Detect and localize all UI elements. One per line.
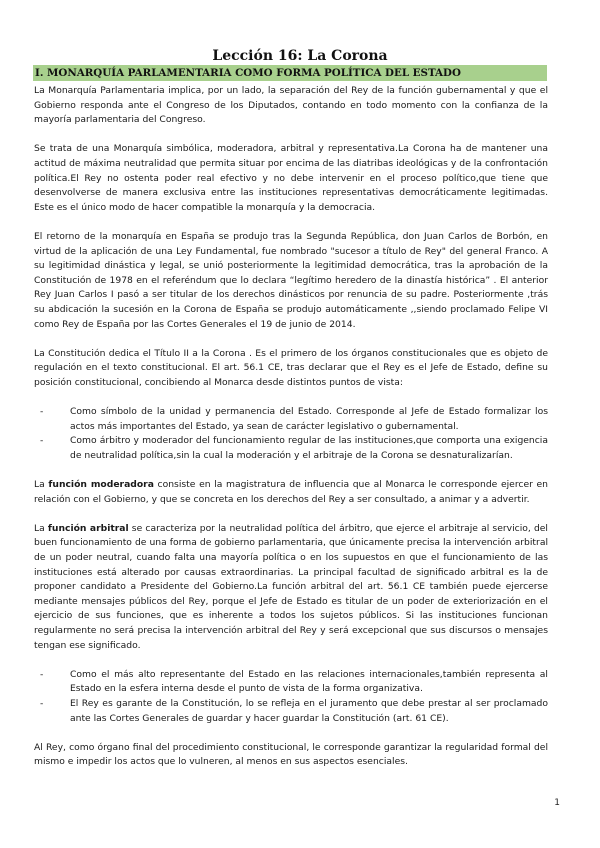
paragraph-1: La Monarquía Parlamentaria implica, por un lado, la separación del Rey de la función gubernamental y que el Gobierno responda ante el Congreso de los Diputados, contando en todo momento con la confianza de la mayoría parlamentaria del Congreso. [34,85,548,126]
page-number: 1 [554,798,560,808]
text-run: consiste en la magistratura de influencia que al Monarca le corresponde ejercer en relación con el Gobierno, y que se concreta en los derechos del Rey a ser consultado, a animar y a advertir. [34,479,548,505]
page-title: Lección 16: La Corona [212,48,388,64]
list-item: - Como símbolo de la unidad y permanencia del Estado. Corresponde al Jefe de Estado formalizar los actos más importantes del Estado, ya sean de carácter legislativo o gubernamental. [34,405,548,434]
viewpoints-list [34,405,548,463]
list-item: - Como árbitro y moderador del funcionamiento regular de las instituciones,que comporta una exigencia de neutralidad política,sin la cual la moderación y el arbitraje de la Corona se desnaturalizarían. [34,434,548,463]
text-run: La [34,522,48,534]
section-heading: I. MONARQUÍA PARLAMENTARIA COMO FORMA POLÍTICA DEL ESTADO [33,65,547,81]
representation-list [34,668,548,726]
list-item: - El Rey es garante de la Constitución, lo se refleja en el juramento que debe prestar al ser proclamado ante las Cortes Generales de guardar y hacer guardar la Constitución (art. 61 CE). [34,697,548,726]
paragraph-3: El retorno de la monarquía en España se produjo tras la Segunda República, don Juan Carlos de Borbón, en virtud de la aplicación de una Ley Fundamental, fue nombrado "sucesor a título de Rey" del general Franco. A su legitimidad dinástica y legal, se unió posteriormente la legitimidad democrática, tras la aprobación de la Constitución de 1978 en el referéndum que lo declara “legítimo heredero de la dinastía histórica” . El anterior Rey Juan Carlos I pasó a ser titular de los derechos dinásticos por renuncia de su padre. Posteriormente ,trás su abdicación la sucesión en la Corona de España se produjo automáticamente ,,siendo proclamado Felipe VI como Rey de España por las Cortes Generales el 19 de junio de 2014. [34,230,548,330]
paragraph-7: Al Rey, como órgano final del procedimiento constitucional, le corresponde garantizar la regularidad formal del mismo e impedir los actos que lo vulneren, al menos en sus aspectos esenciales. [34,741,548,768]
document-body [34,84,548,785]
paragraph-arbitral [34,522,548,653]
text-run: se caracteriza por la neutralidad política del árbitro, que ejerce el arbitraje al servicio, del buen funcionamiento de una forma de gobierno parlamentaria, que únicamente precisa la intervención arbitral de un poder neutral, cuando falta una mayoría política o en los supuestos en que el funcionamiento de las instituciones está alterado por causas extraordinarias. La principal facultad de significado arbitral es la de proponer candidato a Presidente del Gobierno.La función arbitral del art. 56.1 CE también puede ejercerse mediante mensajes públicos del Rey, porque el Jefe de Estado es titular de un poder de exteriorización en el ejercicio de sus funciones, que es inherente a todos los sujetos públicos. Si las instituciones funcionan regularmente no será precisa la intervención arbitral del Rey y será excepcional que sus discursos o mensajes tengan ese significado. [34,522,548,651]
paragraph-2: Se trata de una Monarquía simbólica, moderadora, arbitral y representativa.La Corona ha de mantener una actitud de máxima neutralidad que permita situar por encima de las diatribas ideológicas y de la confrontación política.El Rey no ostenta poder real efectivo y no debe intervenir en el proceso político,que tiene que desenvolverse de manera exclusiva entre las instituciones representativas democráticamente legitimadas. Este es el único modo de hacer compatible la monarquía y la democracia. [34,143,548,213]
paragraph-moderadora [34,478,548,507]
list-item: - Como el más alto representante del Estado en las relaciones internacionales,también representa al Estado en la esfera interna desde el punto de vista de la forma organizativa. [34,668,548,697]
paragraph-4: La Constitución dedica el Título II a la Corona . Es el primero de los órganos constitucionales que es objeto de regulación en el texto constitucional. El art. 56.1 CE, tras declarar que el Rey es el Jefe de Estado, define su posición constitucional, concibiendo al Monarca desde distintos puntos de vista: [34,347,548,388]
text-run: La [34,479,49,491]
bold-term-arbitral: función arbitral [47,522,129,534]
bold-term-moderadora: función moderadora [48,479,154,491]
